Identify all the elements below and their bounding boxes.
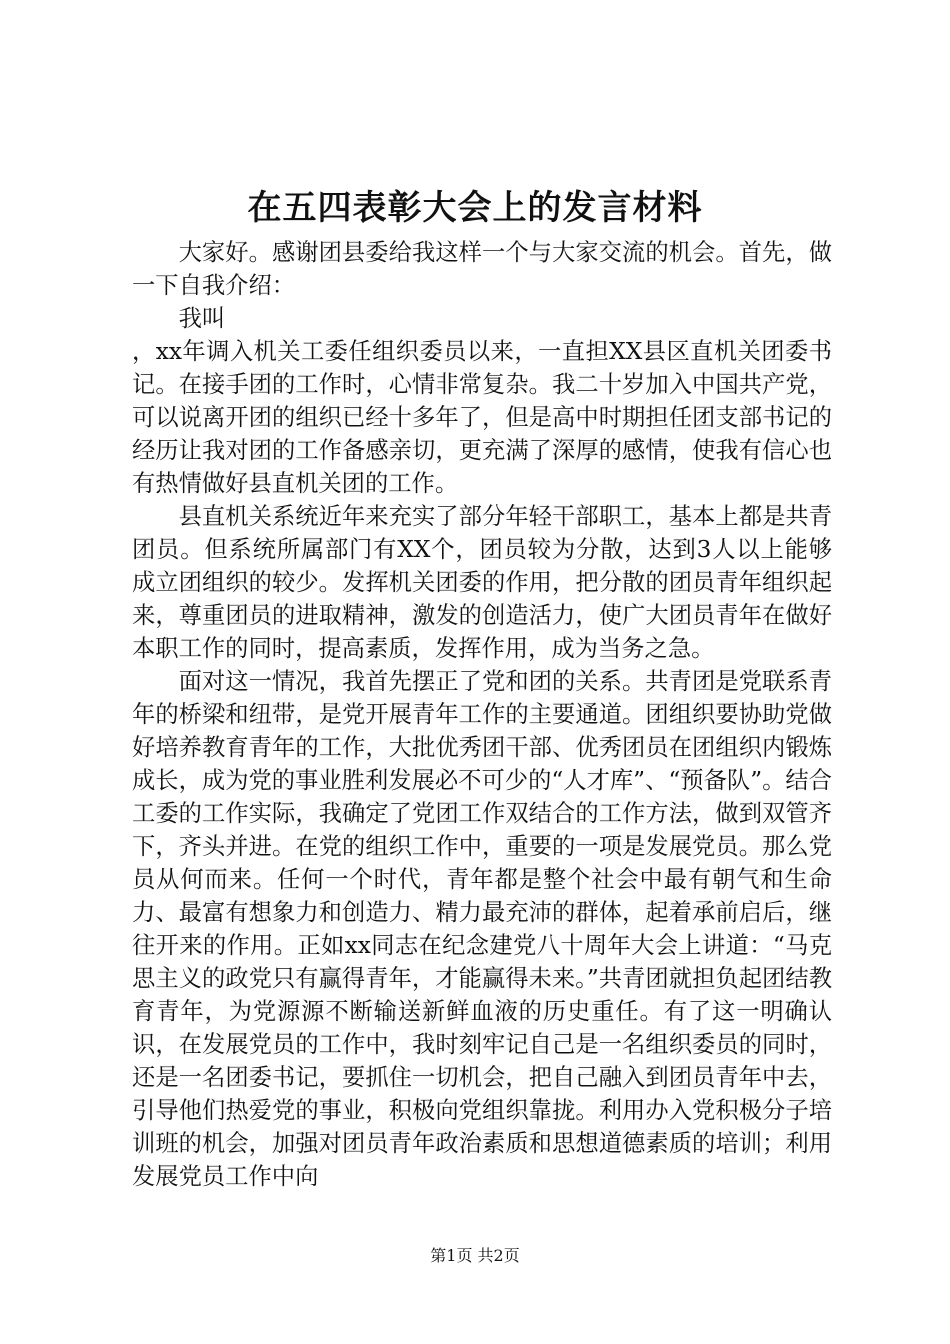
page-number: 第1页 共2页 bbox=[430, 1246, 520, 1265]
document-title: 在五四表彰大会上的发言材料 bbox=[247, 188, 703, 228]
paragraph-intro: ，xx年调入机关工委任组织委员以来，一直担XX县区直机关团委书记。在接手团的工作时，心情非常复杂。我二十岁加入中国共产党，可以说离开团的组织已经十多年了，但是高中时期担任团支部书记的经历让我对团的工作备感亲切，更充满了深厚的感情，使我有信心也有热情做好县直机关团的工作。 bbox=[132, 338, 832, 497]
paragraph-greeting: 大家好。感谢团县委给我这样一个与大家交流的机会。首先，做一下自我介绍： bbox=[132, 239, 832, 299]
paragraph-situation: 县直机关系统近年来充实了部分年轻干部职工，基本上都是共青团员。但系统所属部门有XX个，团员较为分散，达到3人以上能够成立团组织的较少。发挥机关团委的作用，把分散的团员青年组织起来，尊重团员的进取精神，激发的创造活力，使广大团员青年在做好本职工作的同时，提高素质，发挥作用，成为当务之急。 bbox=[132, 503, 832, 662]
paragraph-name: 我叫 bbox=[178, 305, 226, 332]
paragraph-approach: 面对这一情况，我首先摆正了党和团的关系。共青团是党联系青年的桥梁和纽带，是党开展青年工作的主要通道。团组织要协助党做好培养教育青年的工作，大批优秀团干部、优秀团员在团组织内锻炼成长，成为党的事业胜利发展必不可少的“人才库”、“预备队”。结合工委的工作实际，我确定了党团工作双结合的工作方法，做到双管齐下，齐头并进。在党的组织工作中，重要的一项是发展党员。那么党员从何而来。任何一个时代，青年都是整个社会中最有朝气和生命力、最富有想象力和创造力、精力最充沛的群体，起着承前启后，继往开来的作用。正如xx同志在纪念建党八十周年大会上讲道：“马克思主义的政党只有赢得青年，才能赢得未来。”共青团就担负起团结教育青年，为党源源不断输送新鲜血液的历史重任。有了这一明确认识，在发展党员的工作中，我时刻牢记自己是一名组织委员的同时，还是一名团委书记，要抓住一切机会，把自己融入到团员青年中去，引导他们热爱党的事业，积极向党组织靠拢。利用办入党积极分子培训班的机会，加强对团员青年政治素质和思想道德素质的培训；利用发展党员工作中向 bbox=[132, 668, 832, 1190]
document-body bbox=[132, 236, 832, 1193]
